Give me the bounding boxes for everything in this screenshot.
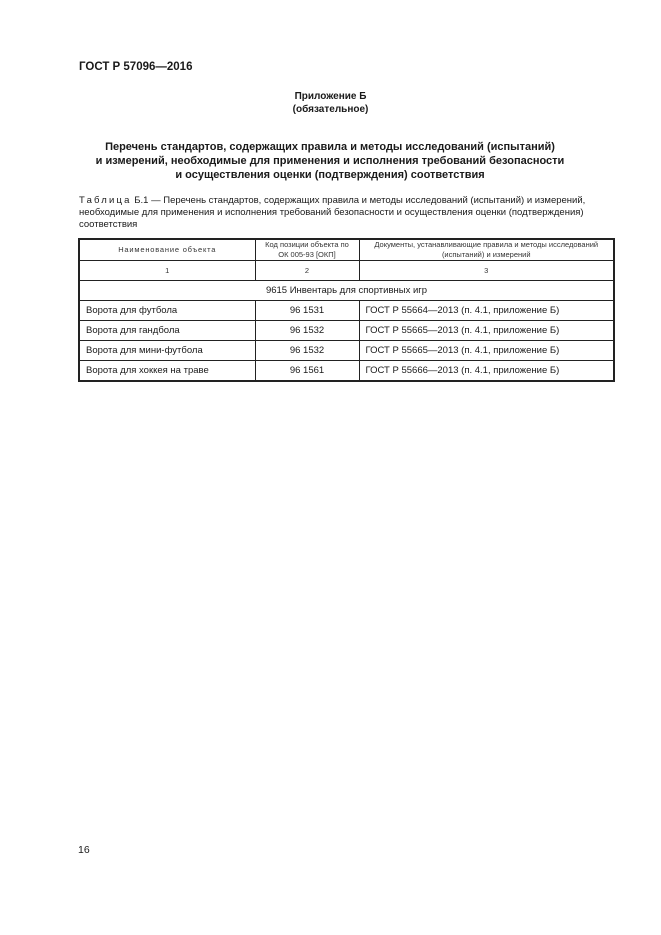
group-label: 9615 Инвентарь для спортивных игр (79, 281, 614, 301)
row-position-code: 96 1561 (255, 361, 359, 382)
title-line-3: и осуществления оценки (подтверждения) соответствия (175, 169, 485, 181)
table-row (79, 301, 614, 321)
column-number-2: 2 (255, 261, 359, 281)
row-position-code: 96 1531 (255, 301, 359, 321)
row-object-name: Ворота для гандбола (79, 321, 255, 341)
row-document: ГОСТ Р 55666—2013 (п. 4.1, приложение Б) (359, 361, 614, 382)
header-object-name: Наименование объекта (79, 239, 255, 261)
table-caption (79, 195, 619, 231)
row-object-name: Ворота для хоккея на траве (79, 361, 255, 382)
appendix-title: Приложение Б (294, 91, 367, 102)
page-number: 16 (78, 844, 90, 856)
row-document: ГОСТ Р 55664—2013 (п. 4.1, приложение Б) (359, 301, 614, 321)
row-document: ГОСТ Р 55665—2013 (п. 4.1, приложение Б) (359, 321, 614, 341)
table-group-row (79, 281, 614, 301)
caption-number: Б.1 (134, 195, 149, 206)
row-object-name: Ворота для мини-футбола (79, 341, 255, 361)
table-header-row (79, 239, 614, 261)
row-position-code: 96 1532 (255, 321, 359, 341)
title-line-1: Перечень стандартов, содержащих правила и методы исследований (испытаний) (105, 141, 555, 153)
appendix-status: (обязательное) (292, 104, 369, 115)
column-number-3: 3 (359, 261, 614, 281)
row-document: ГОСТ Р 55665—2013 (п. 4.1, приложение Б) (359, 341, 614, 361)
row-object-name: Ворота для футбола (79, 301, 255, 321)
document-code: ГОСТ Р 57096—2016 (79, 61, 193, 73)
table-row (79, 361, 614, 382)
title-line-2: и измерений, необходимые для применения и исполнения требований безопасности (95, 155, 565, 167)
table-row (79, 341, 614, 361)
standards-table (78, 238, 615, 382)
table-number-row (79, 261, 614, 281)
caption-text: — Перечень стандартов, содержащих правила и методы исследований (испытаний) и измерений, необходимые для применения и исполнения требований безопасности и осуществления оценки (подтверждения) соответствия (79, 195, 586, 230)
header-documents: Документы, устанавливающие правила и методы исследований (испытаний) и измерений (359, 239, 614, 261)
caption-word: Таблица (79, 195, 132, 206)
header-position-code: Код позиции объекта по ОК 005-93 [ОКП] (255, 239, 359, 261)
column-number-1: 1 (79, 261, 255, 281)
appendix-main-title (80, 140, 580, 182)
appendix-heading (0, 90, 661, 116)
row-position-code: 96 1532 (255, 341, 359, 361)
table-row (79, 321, 614, 341)
